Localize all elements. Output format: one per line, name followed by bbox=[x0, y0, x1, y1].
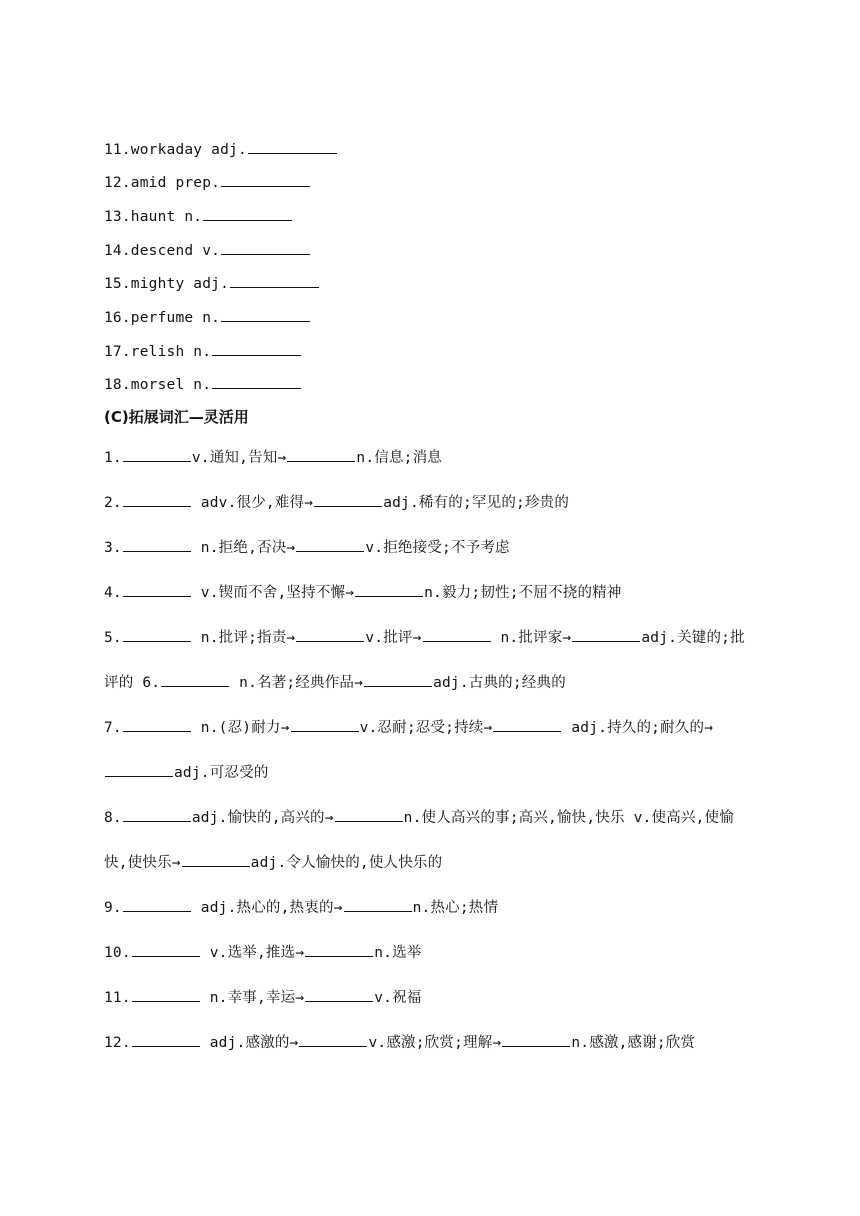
definition-text: n.信息;消息 bbox=[356, 450, 442, 466]
definition-text: adj.关键的;批评的 6. bbox=[104, 630, 745, 691]
vocab-term: 16.perfume n. bbox=[104, 310, 221, 326]
definition-text: v.通知,告知→ bbox=[191, 450, 287, 466]
exercise-item bbox=[104, 436, 754, 481]
definition-text: n.使人高兴的事;高兴,愉快,快乐 v.使高兴,使愉快,使快乐→ bbox=[104, 810, 734, 871]
definition-text: adj.愉快的,高兴的→ bbox=[191, 810, 334, 826]
vocab-item bbox=[104, 307, 310, 328]
answer-blank[interactable] bbox=[248, 139, 337, 154]
item-number: 11. bbox=[104, 990, 131, 1006]
definition-text: adj.可忍受的 bbox=[174, 765, 269, 781]
vocab-item bbox=[104, 273, 319, 294]
exercise-item bbox=[104, 706, 754, 796]
definition-text: n.名著;经典作品→ bbox=[230, 675, 364, 691]
answer-blank[interactable] bbox=[123, 492, 191, 507]
item-number: 12. bbox=[104, 1035, 131, 1051]
definition-text: v.锲而不舍,坚持不懈→ bbox=[191, 585, 355, 601]
definition-text: n.热心;热情 bbox=[412, 900, 499, 916]
vocab-term: 18.morsel n. bbox=[104, 377, 212, 393]
definition-text: v.祝福 bbox=[374, 990, 422, 1006]
exercise-item bbox=[104, 481, 754, 526]
answer-blank[interactable] bbox=[123, 897, 191, 912]
definition-text: adj.古典的;经典的 bbox=[433, 675, 566, 691]
answer-blank[interactable] bbox=[291, 717, 359, 732]
answer-blank[interactable] bbox=[221, 307, 310, 322]
answer-blank[interactable] bbox=[212, 374, 301, 389]
answer-blank[interactable] bbox=[123, 717, 191, 732]
definition-text: n.感激,感谢;欣赏 bbox=[571, 1035, 696, 1051]
answer-blank[interactable] bbox=[314, 492, 382, 507]
definition-text: n.拒绝,否决→ bbox=[191, 540, 296, 556]
answer-blank[interactable] bbox=[335, 807, 403, 822]
vocab-term: 12.amid prep. bbox=[104, 175, 221, 191]
answer-blank[interactable] bbox=[572, 627, 640, 642]
definition-text: adj.令人愉快的,使人快乐的 bbox=[250, 855, 443, 871]
answer-blank[interactable] bbox=[123, 807, 191, 822]
answer-blank[interactable] bbox=[344, 897, 412, 912]
answer-blank[interactable] bbox=[132, 987, 200, 1002]
answer-blank[interactable] bbox=[105, 762, 173, 777]
item-number: 2. bbox=[104, 495, 122, 511]
answer-blank[interactable] bbox=[287, 447, 355, 462]
vocab-term: 14.descend v. bbox=[104, 243, 221, 259]
definition-text: n.选举 bbox=[374, 945, 422, 961]
answer-blank[interactable] bbox=[123, 537, 191, 552]
exercise-item bbox=[104, 1021, 754, 1066]
answer-blank[interactable] bbox=[203, 206, 292, 221]
answer-blank[interactable] bbox=[132, 1032, 200, 1047]
answer-blank[interactable] bbox=[182, 852, 250, 867]
vocab-item bbox=[104, 139, 337, 160]
answer-blank[interactable] bbox=[132, 942, 200, 957]
answer-blank[interactable] bbox=[423, 627, 491, 642]
item-number: 7. bbox=[104, 720, 122, 736]
definition-text: n.批评家→ bbox=[491, 630, 572, 646]
exercise-item bbox=[104, 616, 754, 706]
answer-blank[interactable] bbox=[221, 240, 310, 255]
answer-blank[interactable] bbox=[161, 672, 229, 687]
vocab-term: 17.relish n. bbox=[104, 344, 212, 360]
definition-text: v.忍耐;忍受;持续→ bbox=[359, 720, 493, 736]
vocab-item bbox=[104, 240, 310, 261]
vocab-item bbox=[104, 206, 292, 227]
definition-text: n.幸事,幸运→ bbox=[200, 990, 305, 1006]
definition-text: n.(忍)耐力→ bbox=[191, 720, 290, 736]
definition-text: n.毅力;韧性;不屈不挠的精神 bbox=[424, 585, 622, 601]
vocab-term: 11.workaday adj. bbox=[104, 142, 247, 158]
definition-text: adj.稀有的;罕见的;珍贵的 bbox=[383, 495, 570, 511]
item-number: 10. bbox=[104, 945, 131, 961]
item-number: 9. bbox=[104, 900, 122, 916]
vocab-term: 13.haunt n. bbox=[104, 209, 203, 225]
vocab-item bbox=[104, 172, 310, 193]
item-number: 3. bbox=[104, 540, 122, 556]
answer-blank[interactable] bbox=[296, 627, 364, 642]
exercise-item bbox=[104, 931, 754, 976]
answer-blank[interactable] bbox=[364, 672, 432, 687]
definition-text: n.批评;指责→ bbox=[191, 630, 296, 646]
answer-blank[interactable] bbox=[230, 273, 319, 288]
answer-blank[interactable] bbox=[123, 627, 191, 642]
answer-blank[interactable] bbox=[305, 987, 373, 1002]
definition-text: v.拒绝接受;不予考虑 bbox=[365, 540, 510, 556]
section-title: (C)拓展词汇—灵活用 bbox=[104, 408, 249, 426]
item-number: 8. bbox=[104, 810, 122, 826]
item-number: 5. bbox=[104, 630, 122, 646]
vocab-term: 15.mighty adj. bbox=[104, 276, 230, 292]
definition-text: v.选举,推选→ bbox=[200, 945, 305, 961]
answer-blank[interactable] bbox=[212, 341, 301, 356]
item-number: 1. bbox=[104, 450, 122, 466]
answer-blank[interactable] bbox=[296, 537, 364, 552]
definition-text: adv.很少,难得→ bbox=[191, 495, 314, 511]
answer-blank[interactable] bbox=[493, 717, 561, 732]
definition-text: v.感激;欣赏;理解→ bbox=[368, 1035, 502, 1051]
answer-blank[interactable] bbox=[221, 172, 310, 187]
answer-blank[interactable] bbox=[123, 447, 191, 462]
definition-text: adj.持久的;耐久的→ bbox=[562, 720, 714, 736]
exercise-item bbox=[104, 571, 754, 616]
vocab-item bbox=[104, 341, 301, 362]
exercise-item bbox=[104, 796, 754, 886]
item-number: 4. bbox=[104, 585, 122, 601]
vocab-item bbox=[104, 374, 301, 395]
answer-blank[interactable] bbox=[123, 582, 191, 597]
answer-blank[interactable] bbox=[502, 1032, 570, 1047]
exercise-item bbox=[104, 886, 754, 931]
answer-blank[interactable] bbox=[305, 942, 373, 957]
definition-text: adj.热心的,热衷的→ bbox=[191, 900, 343, 916]
answer-blank[interactable] bbox=[355, 582, 423, 597]
exercise-item bbox=[104, 976, 754, 1021]
answer-blank[interactable] bbox=[299, 1032, 367, 1047]
definition-text: v.批评→ bbox=[365, 630, 422, 646]
exercise-item bbox=[104, 526, 754, 571]
definition-text: adj.感激的→ bbox=[200, 1035, 299, 1051]
